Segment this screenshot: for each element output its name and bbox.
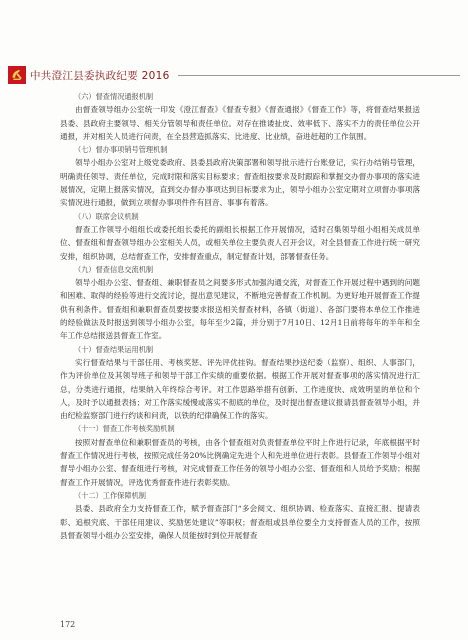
section-6 — [60, 90, 420, 143]
page-number: 172 — [60, 620, 76, 629]
header-rule — [178, 75, 460, 76]
paragraph: 领导小组办公室对上级党委政府、县委县政府决策部署和领导批示进行台账登记，实行办结销号管理，明确责任领导、责任单位，完成时限和落实目标要求；督查组按要求及时跟踪和掌握交办督办事项的落实进展情况，定期上报落实情况，直到交办督办事项达到目标要求为止，领导小组办公室定期对立项督办事项落实情况进行通报，做到立项督办事项件件有回音、事事有着落。 — [60, 158, 420, 208]
section-7 — [60, 143, 420, 209]
section-12 — [60, 489, 420, 542]
paragraph: 县委、县政府全力支持督查工作，赋予督查部门“多会阅文、组织协调、检查落实、直接汇报、提请表彰、追根究底、干部任用建议、奖励惩处建议”等职权；督查组或县单位要全力支持督查人员的工作，按照县督查领导小组办公室安排，确保人员能按时到位开展督查 — [60, 504, 420, 540]
section-title: （十二）工作保障机制 — [74, 490, 146, 500]
paragraph: 按照对督查单位和兼职督查员的考核，由各个督查组对负责督查单位平时上作进行记录，年底根据平时督查工作情况进行考核，按照完成任务20%比例确定先进个人和先进单位进行表彰。县督查工作领导小组对督导小组办公室、督查组进行考核，对完成督查工作任务的领导小组办公室、督查组和人员给予奖励；根据督查工作开展情况，评选优秀督查件进行表彰奖励。 — [60, 437, 420, 487]
paragraph: 实行督查结果与干部任用、考核奖惩、评先评优挂钩。督查结果抄送纪委（监察）、组织、人事部门，作为评价单位及其领导班子和领导干部工作实绩的重要依据。根据工作开展对督查事项的落实情况进行汇总，分类进行通报，结果纳入年终综合考评。对工作思路举措有创新、工作进度快、成效明显的单位和个人，及时予以通报表扬；对工作落实缓慢或落实不彻底的单位，及时提出督查建议报请县督查领导小组，并由纪检监察部门进行约谈和问责，以铁的纪律确保工作的落实。 — [60, 357, 420, 421]
section-title: （八）联席会议机制 — [74, 211, 139, 221]
section-10 — [60, 343, 420, 423]
section-title: （六）督查情况通报机制 — [74, 92, 154, 101]
section-title: （九）督查信息交流机制 — [74, 264, 154, 274]
section-8 — [60, 210, 420, 263]
paragraph: 由督查领导组办公室统一印发《澄江督查》《督查专报》《督查通报》《督查工作》等，将督查结果报送县委、县政府主要领导、相关分管领导和责任单位。对存在推诿扯皮、效率低下、落实不力的责任单位公开通报，并对相关人员进行问责，在全县营造抓落实、比进度、比业绩，奋进赶超的工作氛围。 — [60, 105, 420, 141]
section-9 — [60, 263, 420, 343]
section-11 — [60, 422, 420, 488]
section-title: （七）督办事项销号管理机制 — [74, 145, 168, 155]
section-title: （十）督查结果运用机制 — [74, 344, 154, 354]
page-header — [8, 66, 460, 84]
paragraph: 督查工作领导小组组长或委托组长委托的副组长根据工作开展情况，适时召集领导组小组相关成员单位、督查组和督查领导组办公室相关人员，或相关单位主要负责人召开会议，对全县督查工作进行统一研究安排，组织协调，总结督查工作，安排督查重点，制定督查计划，部署督查任务。 — [60, 224, 420, 261]
paragraph: 领导小组办公室、督查组、兼职督查员之间要多形式加强沟通交流，对督查工作开展过程中遇到的问题和困难、取得的经验等进行交流讨论，提出意见建议，不断地完善督查工作机制。为更好地开展督查工作提供有利条件。督查组和兼职督查员要按要求报送相关督查材料，各镇（街道）、各部门要将本单位工作推进的经验做法及时报送到领导小组办公室，每年至少2篇，并分别于7月10日、12月1日前将每年的半年和全年工作总结报送县督查工作室。 — [60, 278, 420, 341]
section-title: （十一）督查工作考核奖励机制 — [74, 424, 175, 434]
document-title: 中共澄江县委执政纪要 2016 — [30, 69, 170, 82]
party-emblem-icon — [8, 66, 26, 84]
document-body — [60, 90, 420, 542]
